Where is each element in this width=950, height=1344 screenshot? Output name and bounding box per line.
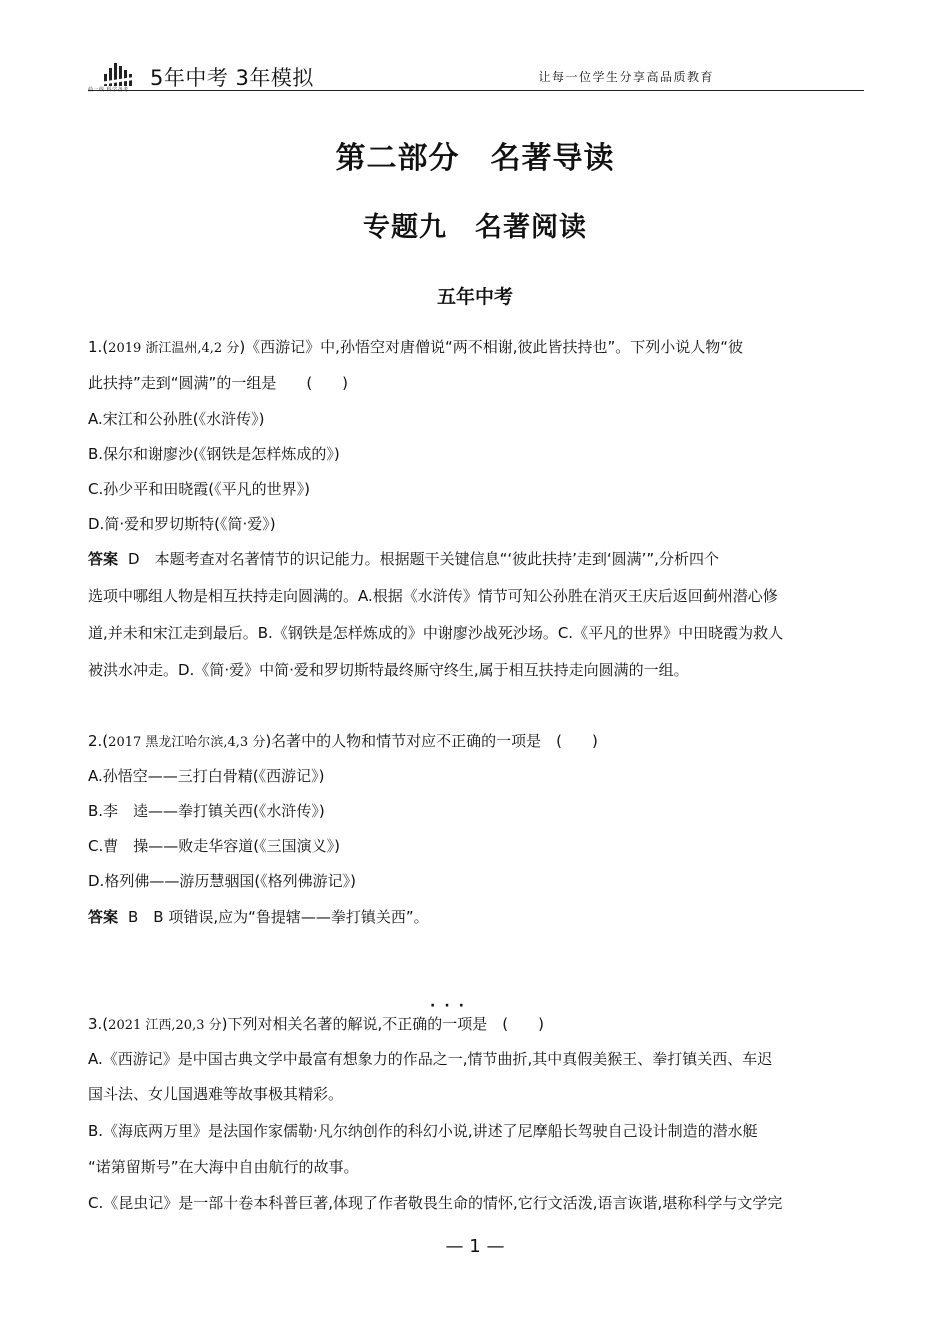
header-slogan: 让每一位学生分享高品质教育 [538,70,714,84]
q1-stem-line2: 此扶持”走到“圆满”的一组是 ( ) [88,374,349,392]
q3-option-c-line1: C.《昆虫记》是一部十卷本科普巨著,体现了作者敬畏生命的情怀,它行文活泼,语言诙谐,堪称科学与文学完 [88,1194,783,1212]
q2-option-b: B.李 逵——拳打镇关西(《水浒传》) [88,802,325,820]
q2-answer-text: B B 项错误,应为“鲁提辖——拳打镇关西”。 [128,908,429,926]
q2-option-c: C.曹 操——败走华容道(《三国演义》) [88,837,340,855]
q3-source: 2021 江西,20,3 分 [108,1018,222,1033]
header-rule [88,90,864,91]
q1-answer-line2: 选项中哪组人物是相互扶持走向圆满的。A.根据《水浒传》情节可知公孙胜在消灭王庆后返回蓟州潜心修 [88,587,778,605]
q2-number: 2.( [88,732,109,750]
q3-option-a-line2: 国斗法、女儿国遇难等故事极其精彩。 [88,1085,344,1103]
q3-stem-text: )下列对相关名著的解说,不正确的一项是 ( ) [221,1015,544,1033]
q2-answer [88,907,429,927]
q3-option-b-line1: B.《海底两万里》是法国作家儒勒·凡尔纳创作的科幻小说,讲述了尼摩船长驾驶自己设计制造的潜水艇 [88,1122,758,1140]
q1-stem-text: )《西游记》中,孙悟空对唐僧说“两不相谢,彼此皆扶持也”。下列小说人物“彼 [239,338,744,356]
q1-option-c: C.孙少平和田晓霞(《平凡的世界》) [88,480,310,498]
q2-source: 2017 黑龙江哈尔滨,4,3 分 [108,735,266,750]
q1-source: 2019 浙江温州,4,2 分 [108,341,240,356]
q1-answer-text: D 本题考查对名著情节的识记能力。根据题干关键信息“‘彼此扶持’走到‘圆满’”,分析四个 [128,550,719,568]
q1-answer-line4: 被洪水冲走。D.《简·爱》中简·爱和罗切斯特最终厮守终生,属于相互扶持走向圆满的一组。 [88,661,689,679]
q3-stem [88,1014,544,1036]
logo-tagline: 曲一线 科学备考 [88,87,129,93]
topic-title: 专题九 名著阅读 [363,212,587,243]
q1-option-d: D.简·爱和罗切斯特(《简·爱》) [88,515,276,533]
section-title: 五年中考 [436,286,513,308]
q2-stem-text: )名著中的人物和情节对应不正确的一项是 ( ) [265,732,598,750]
brand-title: 5年中考 3年模拟 [150,66,314,90]
q1-number: 1.( [88,338,109,356]
q1-option-a: A.宋江和公孙胜(《水浒传》) [88,410,265,428]
q2-stem [88,731,598,753]
q3-option-a-line1: A.《西游记》是中国古典文学中最富有想象力的作品之一,情节曲折,其中真假美猴王、拳打镇关西、车迟 [88,1050,773,1068]
q3-option-b-line2: “诺第留斯号”在大海中自由航行的故事。 [88,1158,359,1176]
q2-answer-label: 答案 [88,908,119,926]
emphasis-dots: ··· [430,998,473,1014]
page-header [88,56,864,96]
part-title: 第二部分 名著导读 [335,141,615,176]
q1-answer-line3: 道,并未和宋江走到最后。B.《钢铁是怎样炼成的》中谢廖沙战死沙场。C.《平凡的世界》中田晓霞为救人 [88,624,784,642]
q1-answer-label: 答案 [88,550,119,568]
q2-option-d: D.格列佛——游历慧骃国(《格列佛游记》) [88,872,357,890]
page-number: — 1 — [445,1236,505,1257]
q1-answer-line1 [88,549,719,569]
q1-stem-line1 [88,337,743,359]
q1-option-b: B.保尔和谢廖沙(《钢铁是怎样炼成的》) [88,445,340,463]
q3-number: 3.( [88,1015,109,1033]
q2-option-a: A.孙悟空——三打白骨精(《西游记》) [88,767,325,785]
